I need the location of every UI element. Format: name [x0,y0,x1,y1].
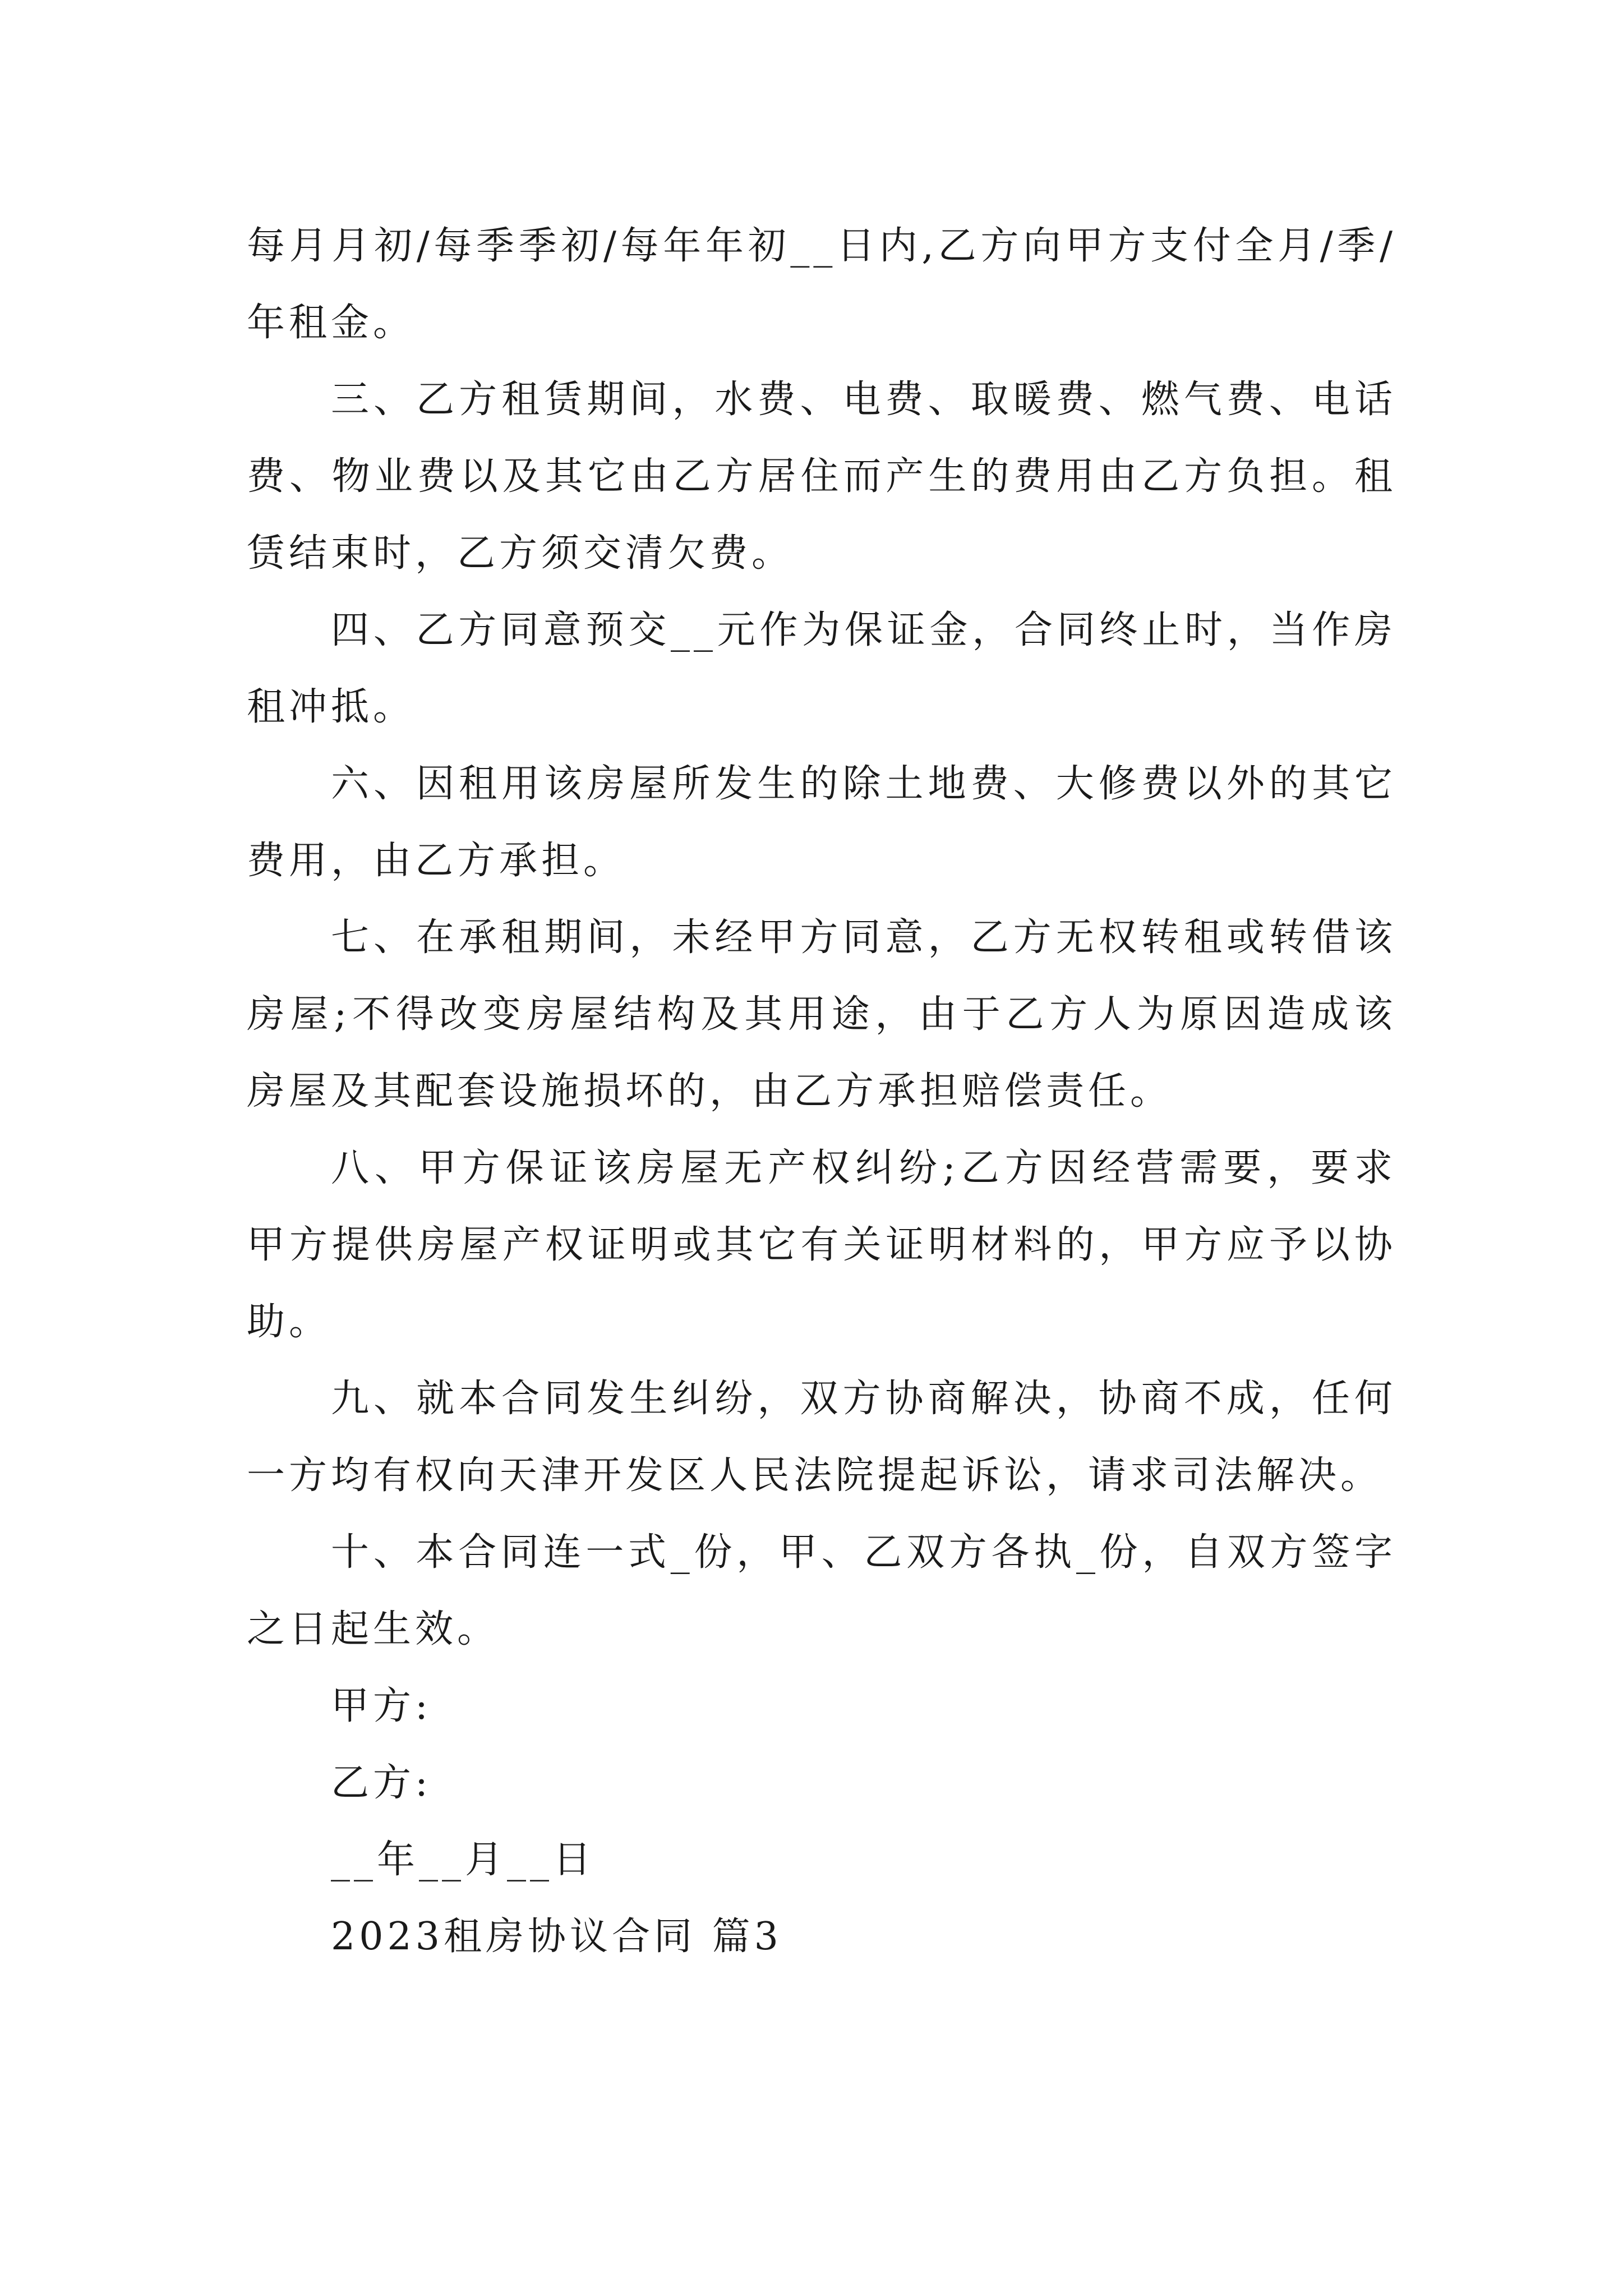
paragraph-clause-9: 九、就本合同发生纠纷，双方协商解决，协商不成，任何一方均有权向天津开发区人民法院提起诉讼，请求司法解决。 [247,1377,1396,1498]
signature-date: __年__月__日 [331,1838,596,1882]
next-section-title: 2023租房协议合同 篇3 [331,1915,782,1959]
document-body [247,208,1396,1975]
paragraph-clause-6: 六、因租用该房屋所发生的除土地费、大修费以外的其它费用，由乙方承担。 [247,762,1396,883]
signature-party-a: 甲方: [331,1684,432,1728]
signature-party-b: 乙方: [331,1761,432,1805]
paragraph-clause-10: 十、本合同连一式_份，甲、乙双方各执_份，自双方签字之日起生效。 [247,1530,1396,1651]
paragraph-clause-3: 三、乙方租赁期间，水费、电费、取暖费、燃气费、电话费、物业费以及其它由乙方居住而产生的费用由乙方负担。租赁结束时，乙方须交清欠费。 [247,378,1396,576]
paragraph-clause-7: 七、在承租期间，未经甲方同意，乙方无权转租或转借该房屋;不得改变房屋结构及其用途，由于乙方人为原因造成该房屋及其配套设施损坏的，由乙方承担赔偿责任。 [247,915,1396,1114]
paragraph-clause-8: 八、甲方保证该房屋无产权纠纷;乙方因经营需要，要求甲方提供房屋产权证明或其它有关证明材料的，甲方应予以协助。 [247,1146,1396,1344]
paragraph-payment-terms: 每月月初/每季季初/每年年初__日内,乙方向甲方支付全月/季/年租金。 [247,224,1396,345]
paragraph-clause-4: 四、乙方同意预交__元作为保证金，合同终止时，当作房租冲抵。 [247,608,1396,729]
